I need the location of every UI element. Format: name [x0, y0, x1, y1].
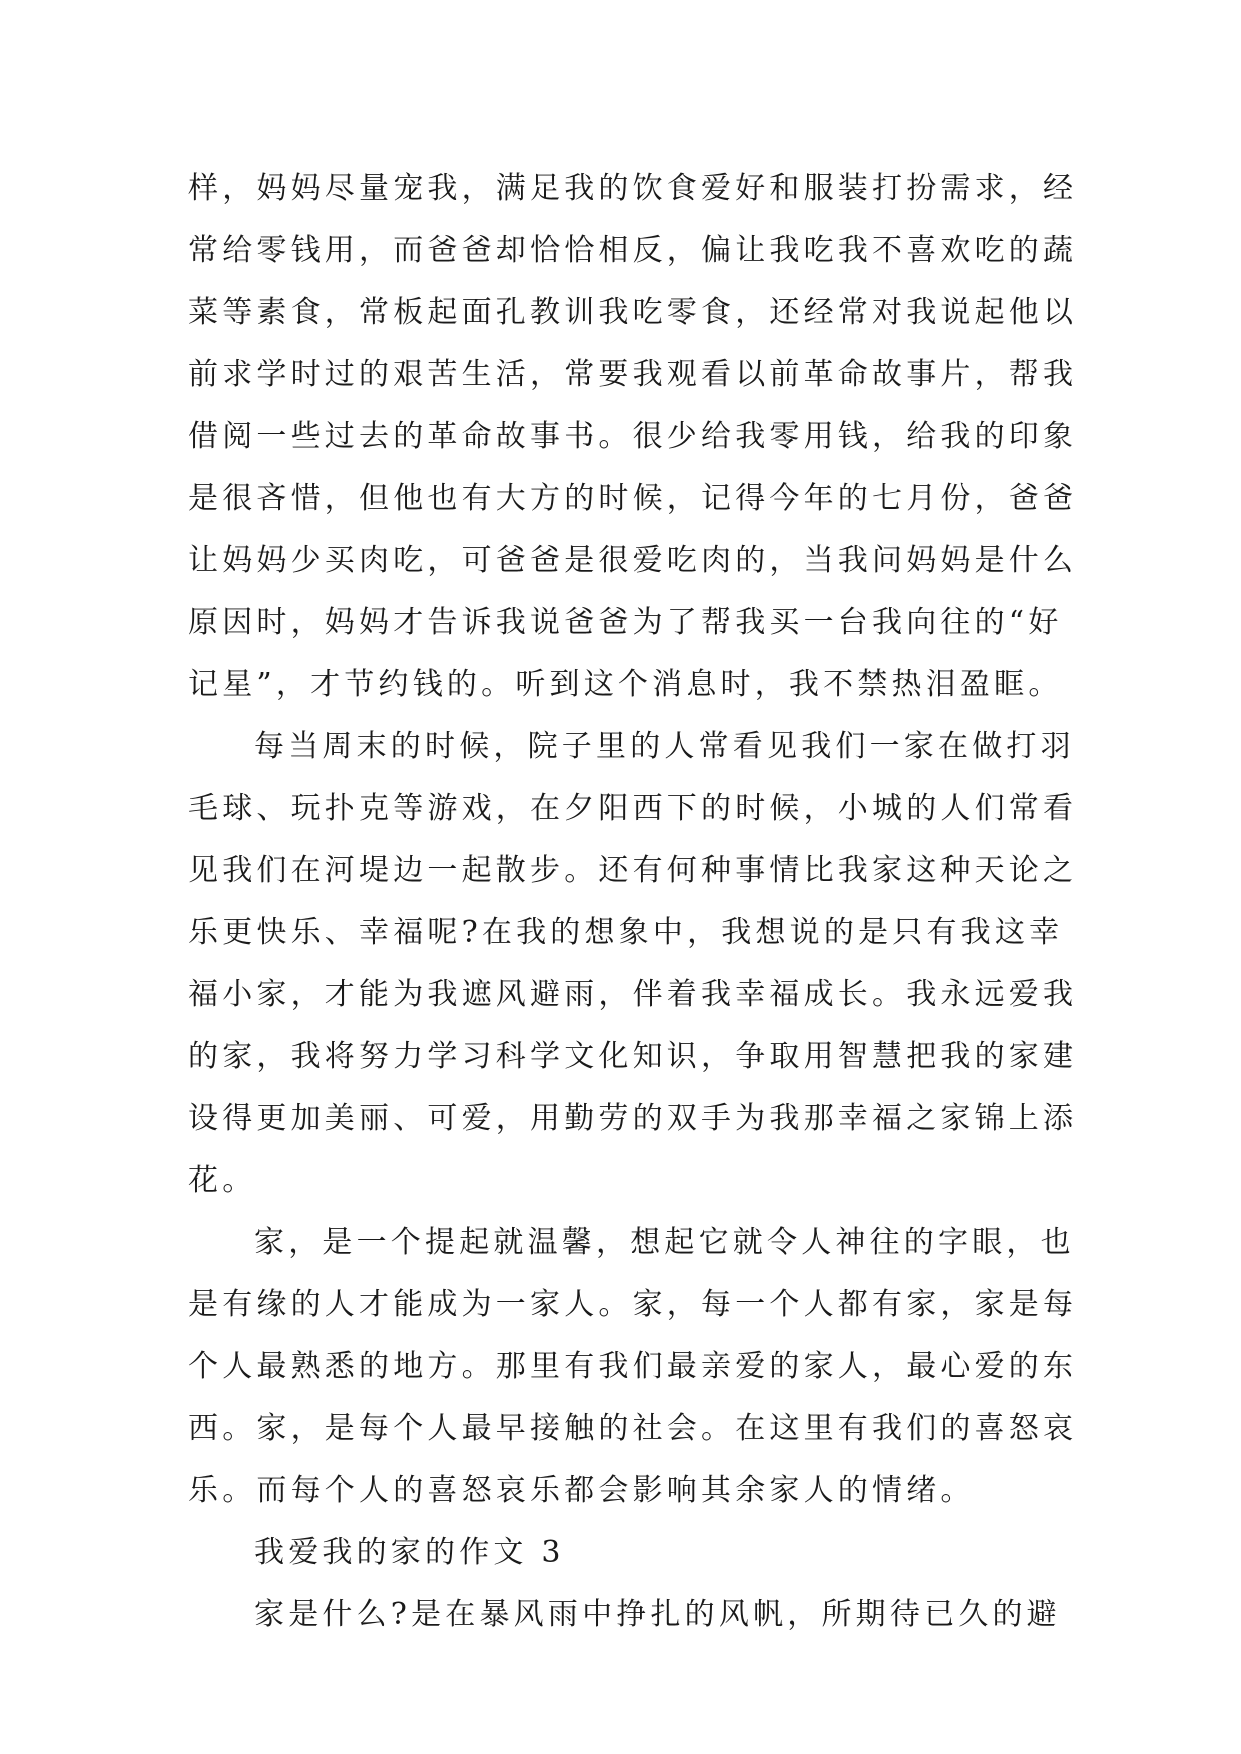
paragraph-start-line: 家是什么?是在暴风雨中挣扎的风帆，所期待已久的避 — [254, 1597, 1061, 1632]
text-line: 让妈妈少买肉吃，可爸爸是很爱吃肉的，当我问妈妈是什么 — [188, 543, 1078, 578]
text-line: 是很吝惜，但他也有大方的时候，记得今年的七月份，爸爸 — [188, 481, 1078, 516]
text-line: 乐更快乐、幸福呢?在我的想象中，我想说的是只有我这幸 — [188, 915, 1064, 950]
text-line: 毛球、玩扑克等游戏，在夕阳西下的时候，小城的人们常看 — [188, 791, 1078, 826]
text-line: 设得更加美丽、可爱，用勤劳的双手为我那幸福之家锦上添 — [188, 1101, 1078, 1136]
text-line: 见我们在河堤边一起散步。还有何种事情比我家这种天论之 — [188, 853, 1078, 888]
text-line: 福小家，才能为我遮风避雨，伴着我幸福成长。我永远爱我 — [188, 977, 1078, 1012]
text-line: 的家，我将努力学习科学文化知识，争取用智慧把我的家建 — [188, 1039, 1078, 1074]
text-line: 乐。而每个人的喜怒哀乐都会影响其余家人的情绪。 — [188, 1473, 975, 1508]
text-line: 原因时，妈妈才告诉我说爸爸为了帮我买一台我向往的“好 — [188, 605, 1063, 640]
text-line: 花。 — [188, 1163, 257, 1198]
text-line: 西。家，是每个人最早接触的社会。在这里有我们的喜怒哀 — [188, 1411, 1078, 1446]
text-line: 样，妈妈尽量宠我，满足我的饮食爱好和服装打扮需求，经 — [188, 171, 1078, 206]
text-line: 是有缘的人才能成为一家人。家，每一个人都有家，家是每 — [188, 1287, 1078, 1322]
paragraph-start-line: 家，是一个提起就温馨，想起它就令人神往的字眼，也 — [254, 1225, 1075, 1260]
document-body — [188, 158, 1078, 1646]
text-line: 个人最熟悉的地方。那里有我们最亲爱的家人，最心爱的东 — [188, 1349, 1078, 1384]
text-line: 菜等素食，常板起面孔教训我吃零食，还经常对我说起他以 — [188, 295, 1078, 330]
text-line: 借阅一些过去的革命故事书。很少给我零用钱，给我的印象 — [188, 419, 1078, 454]
section-heading: 我爱我的家的作文 3 — [254, 1535, 565, 1570]
paragraph-start-line: 每当周末的时候，院子里的人常看见我们一家在做打羽 — [254, 729, 1075, 764]
text-line: 前求学时过的艰苦生活，常要我观看以前革命故事片，帮我 — [188, 357, 1078, 392]
text-line: 常给零钱用，而爸爸却恰恰相反，偏让我吃我不喜欢吃的蔬 — [188, 233, 1078, 268]
text-line: 记星”，才节约钱的。听到这个消息时，我不禁热泪盈眶。 — [188, 667, 1063, 702]
